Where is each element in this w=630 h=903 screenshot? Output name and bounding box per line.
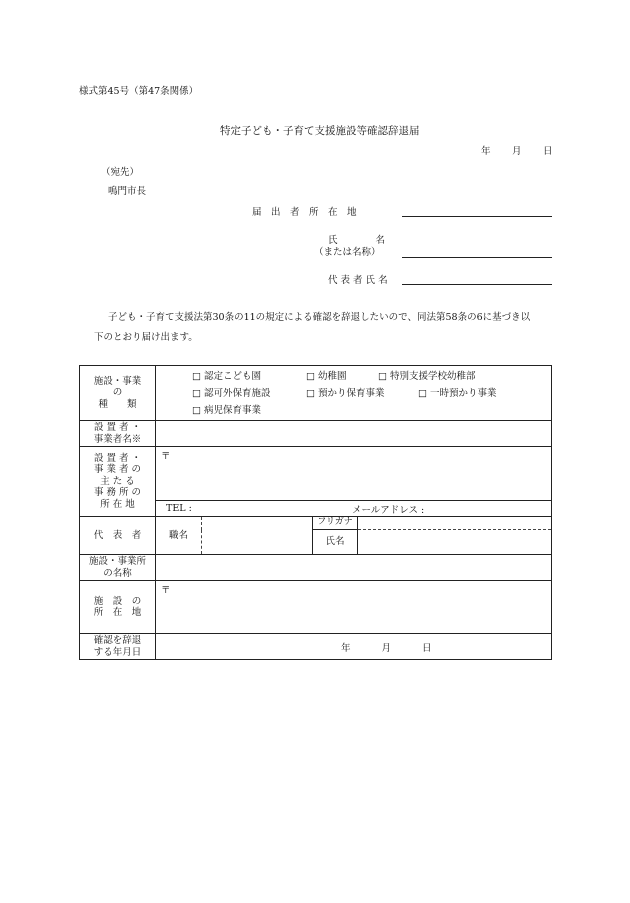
address-underline: [402, 216, 552, 217]
position-label: 職名: [156, 517, 202, 555]
date-year: 年: [481, 146, 491, 157]
facility-address-input[interactable]: [156, 581, 552, 634]
representative-label-cell: 代 表 者: [80, 517, 156, 555]
row-representative-furigana: [80, 517, 552, 530]
facility-name-input[interactable]: [156, 555, 552, 581]
option-kindergarten[interactable]: □ 幼稚園: [306, 371, 347, 382]
name-input[interactable]: [358, 530, 552, 555]
date-day: 日: [543, 146, 553, 157]
withdraw-date-input[interactable]: [156, 634, 552, 660]
facility-address-label: 施 設 の 所 在 地: [80, 581, 156, 634]
option-extended-care[interactable]: □ 預かり保育事業: [306, 388, 385, 399]
option-special-school-kindergarten[interactable]: □ 特別支援学校幼稚部: [378, 371, 476, 382]
option-sick-child-care[interactable]: □ 病児保育事業: [192, 405, 261, 416]
withdraw-day: 日: [422, 642, 432, 654]
row-withdraw-date: [80, 634, 552, 660]
furigana-input[interactable]: [358, 517, 552, 530]
office-address-input[interactable]: [156, 447, 552, 501]
contact-cell: [156, 501, 552, 517]
name-underline: [402, 257, 552, 258]
facility-type-options: [156, 366, 552, 421]
tel-label[interactable]: TEL :: [166, 503, 192, 514]
furigana-label: フリガナ: [313, 517, 358, 530]
founder-label: 設 置 者 ・ 事業者名※: [80, 421, 156, 447]
withdraw-date-label: 確認を辞退 する年月日: [80, 634, 156, 660]
withdraw-year: 年: [341, 642, 351, 654]
founder-input[interactable]: [156, 421, 552, 447]
addressee-name: 鳴門市長: [108, 186, 147, 197]
body-text-line2: 下のとおり届け出ます。: [94, 332, 198, 343]
name-label: 氏名: [313, 530, 358, 555]
facility-name-label: 施設・事業所 の名称: [80, 555, 156, 581]
form-number: 様式第45号（第47条関係）: [79, 86, 199, 97]
body-text-line1: 子ども・子育て支援法第30条の11の規定による確認を辞退したいので、同法第58条の6に基づき以: [108, 312, 531, 323]
row-facility-type: [80, 366, 552, 421]
row-founder: [80, 421, 552, 447]
application-table: [79, 365, 552, 660]
applicant-address-label: 届 出 者 所 在 地: [252, 207, 357, 218]
representative-underline: [402, 284, 552, 285]
addressee-label: （宛先）: [101, 167, 140, 178]
position-input[interactable]: [202, 517, 313, 555]
date-month: 月: [512, 146, 522, 157]
row-office-address: [80, 447, 552, 501]
applicant-name-sublabel: （または名称）: [314, 247, 381, 258]
row-facility-name: [80, 555, 552, 581]
email-label[interactable]: メールアドレス :: [352, 504, 425, 516]
form-title: 特定子ども・子育て支援施設等確認辞退届: [220, 125, 420, 137]
facility-postal-mark: 〒: [161, 585, 171, 596]
representative-label: 代 表 者 氏 名: [328, 275, 388, 286]
postal-mark: 〒: [161, 451, 171, 462]
option-unlicensed-nursery[interactable]: □ 認可外保育施設: [192, 388, 271, 399]
office-address-label: 設 置 者 ・ 事 業 者 の 主 た る 事 務 所 の 所 在 地: [80, 447, 156, 517]
option-certified-kodomoen[interactable]: □ 認定こども園: [192, 371, 261, 382]
facility-type-label: 施設・事業 の 種 類: [80, 366, 156, 421]
option-temporary-care[interactable]: □ 一時預かり事業: [418, 388, 497, 399]
applicant-name-label: 氏 名: [328, 235, 386, 246]
row-facility-address: [80, 581, 552, 634]
withdraw-month: 月: [381, 642, 392, 654]
